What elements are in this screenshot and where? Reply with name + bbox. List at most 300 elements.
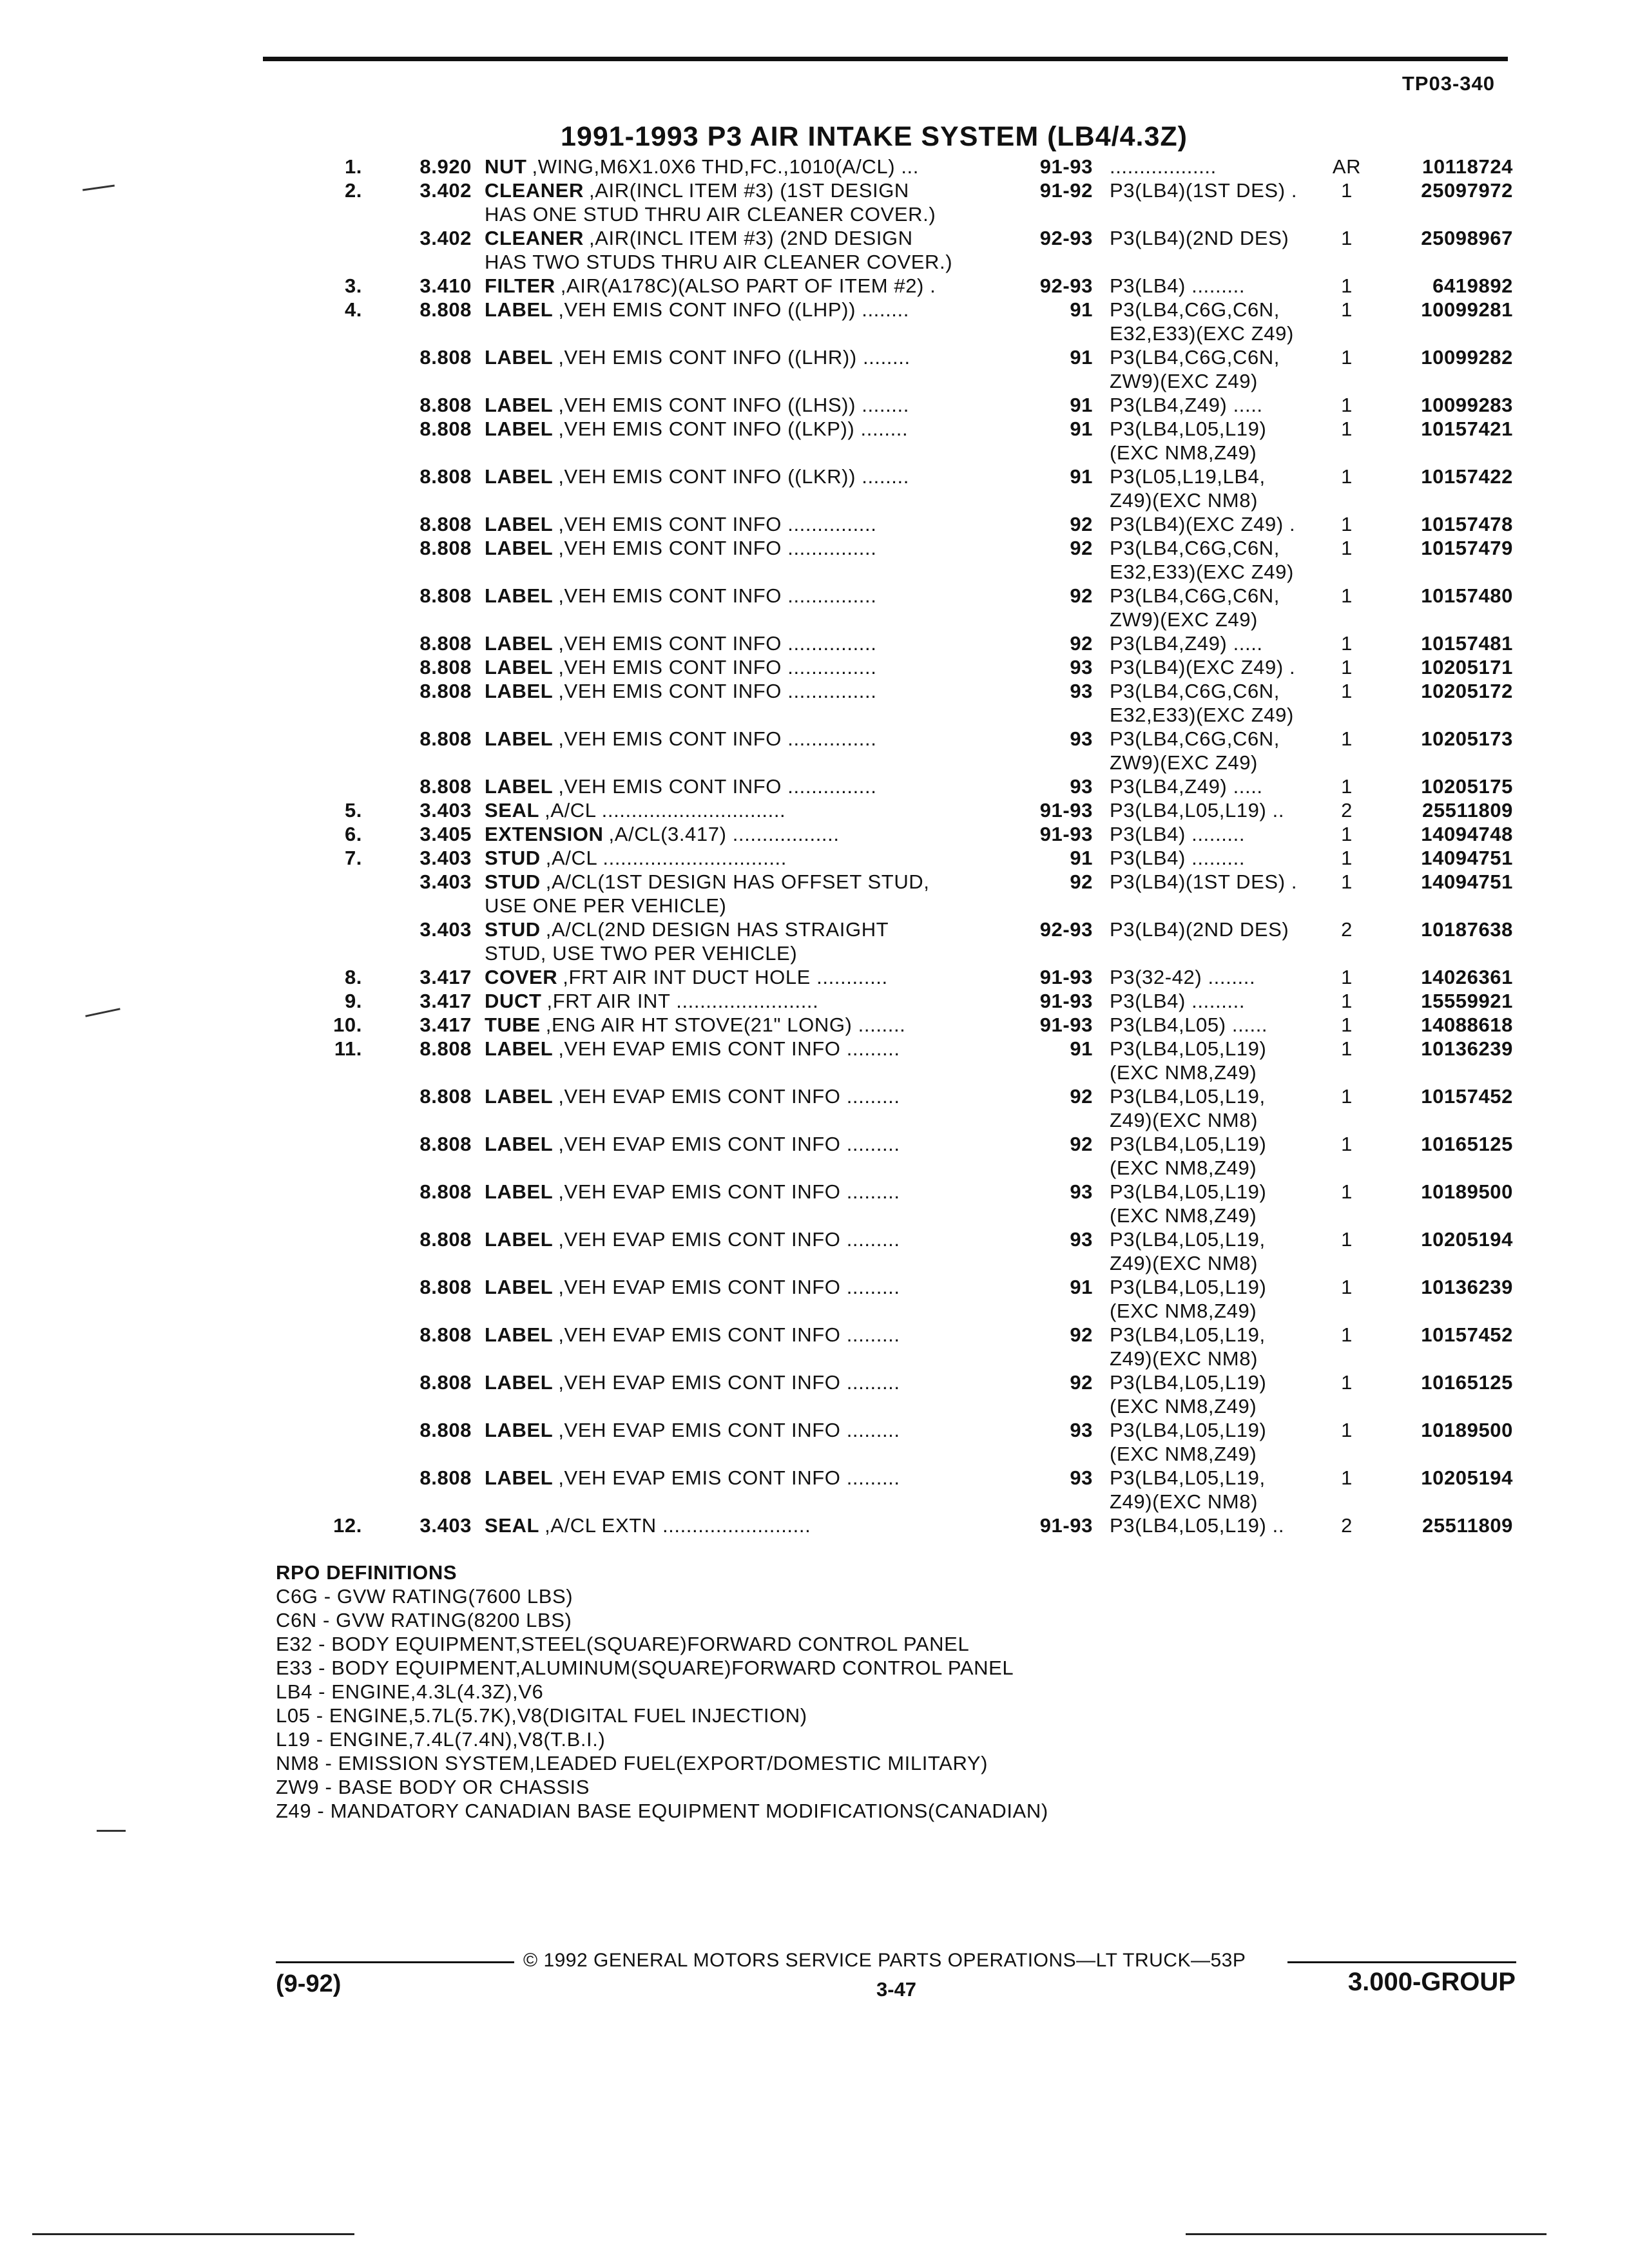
quantity: 1 — [1341, 1037, 1353, 1060]
quantity: 1 — [1341, 227, 1353, 249]
model-application: P3(LB4,Z49) ..... — [1110, 775, 1263, 798]
model-application-continued: (EXC NM8,Z49) — [1110, 441, 1257, 464]
group-number: 8.808 — [419, 1085, 472, 1108]
part-description — [485, 1132, 900, 1156]
description-text: ,VEH EVAP EMIS CONT INFO ......... — [558, 1085, 900, 1108]
part-name: FILTER — [485, 274, 555, 297]
quantity: 1 — [1341, 346, 1353, 369]
group-number: 8.808 — [419, 465, 472, 488]
model-years: 93 — [1070, 1419, 1093, 1441]
part-description — [485, 1013, 905, 1037]
part-number: 10157478 — [1421, 513, 1513, 535]
part-description — [485, 155, 919, 178]
quantity: 1 — [1341, 537, 1353, 559]
part-row — [0, 155, 1629, 178]
part-name: SEAL — [485, 1514, 540, 1537]
group-number: 8.808 — [419, 727, 472, 750]
part-description — [485, 536, 876, 560]
quantity: 1 — [1341, 680, 1353, 702]
part-description — [485, 1227, 900, 1251]
part-row — [0, 274, 1629, 298]
model-years: 91-93 — [1039, 966, 1093, 988]
quantity: 2 — [1341, 799, 1353, 822]
description-continued: HAS TWO STUDS THRU AIR CLEANER COVER.) — [485, 251, 953, 273]
model-years: 93 — [1070, 656, 1093, 678]
model-application: P3(LB4)(1ST DES) . — [1110, 179, 1298, 202]
model-application: P3(LB4,L05,L19) .. — [1110, 799, 1285, 822]
part-number: 10165125 — [1421, 1133, 1513, 1155]
part-name: LABEL — [485, 1371, 554, 1394]
description-text: ,FRT AIR INT ........................ — [546, 990, 819, 1012]
description-text: ,VEH EMIS CONT INFO ............... — [558, 584, 877, 607]
group-number: 8.808 — [419, 775, 472, 798]
part-name: COVER — [485, 966, 558, 988]
part-number: 6419892 — [1432, 274, 1513, 297]
group-number: 8.808 — [419, 298, 472, 321]
model-years: 92-93 — [1039, 918, 1093, 941]
part-number: 10099283 — [1421, 394, 1513, 416]
part-number: 15559921 — [1421, 990, 1513, 1012]
model-years: 93 — [1070, 727, 1093, 750]
part-name: LABEL — [485, 1466, 554, 1489]
description-text: ,A/CL ............................... — [545, 799, 786, 822]
part-number: 10205171 — [1421, 656, 1513, 678]
part-description — [485, 345, 911, 369]
model-application-continued: Z49)(EXC NM8) — [1110, 1252, 1258, 1274]
part-name: LABEL — [485, 394, 554, 416]
group-number: 3.410 — [419, 274, 472, 297]
model-years: 93 — [1070, 775, 1093, 798]
part-description — [485, 798, 786, 822]
part-number: 14026361 — [1421, 966, 1513, 988]
part-name: LABEL — [485, 727, 554, 750]
part-number: 10157479 — [1421, 537, 1513, 559]
part-row — [0, 1132, 1629, 1180]
description-text: ,A/CL ............................... — [545, 847, 787, 869]
part-name: LABEL — [485, 584, 554, 607]
part-row — [0, 965, 1629, 989]
part-number: 10157480 — [1421, 584, 1513, 607]
part-row — [0, 298, 1629, 345]
group-number: 8.808 — [419, 680, 472, 702]
item-number: 8. — [344, 966, 362, 988]
part-name: LABEL — [485, 465, 554, 488]
group-number: 8.808 — [419, 513, 472, 535]
group-number: 3.403 — [419, 918, 472, 941]
description-text: ,A/CL(3.417) .................. — [608, 823, 840, 845]
model-application: P3(LB4)(1ST DES) . — [1110, 870, 1298, 893]
part-number: 10157422 — [1421, 465, 1513, 488]
part-row — [0, 727, 1629, 774]
group-code: 3.000-GROUP — [1347, 1968, 1516, 1996]
group-number: 8.808 — [419, 584, 472, 607]
part-number: 10205194 — [1421, 1228, 1513, 1251]
model-application: P3(LB4,C6G,C6N, — [1110, 727, 1280, 750]
model-application-continued: Z49)(EXC NM8) — [1110, 1109, 1258, 1131]
part-number: 10099282 — [1421, 346, 1513, 369]
group-number: 3.403 — [419, 847, 472, 869]
quantity: 1 — [1341, 418, 1353, 440]
part-row — [0, 1275, 1629, 1323]
description-text: ,AIR(INCL ITEM #3) (2ND DESIGN — [589, 227, 913, 249]
part-name: LABEL — [485, 346, 554, 369]
part-number: 14088618 — [1421, 1014, 1513, 1036]
part-number: 10205194 — [1421, 1466, 1513, 1489]
quantity: 1 — [1341, 1085, 1353, 1108]
part-description — [485, 274, 936, 298]
part-row — [0, 345, 1629, 393]
part-name: LABEL — [485, 1323, 554, 1346]
part-number: 25097972 — [1421, 179, 1513, 202]
model-years: 93 — [1070, 1180, 1093, 1203]
part-description — [485, 226, 913, 250]
part-name: STUD — [485, 847, 541, 869]
part-description — [485, 1514, 811, 1537]
group-number: 8.808 — [419, 1228, 472, 1251]
model-years: 91-93 — [1039, 155, 1093, 178]
description-text: ,VEH EMIS CONT INFO ((LKP)) ........ — [558, 418, 909, 440]
part-number: 25511809 — [1422, 1514, 1513, 1537]
model-application-continued: E32,E33)(EXC Z49) — [1110, 704, 1294, 726]
part-description — [485, 512, 876, 536]
description-text: ,VEH EVAP EMIS CONT INFO ......... — [558, 1466, 900, 1489]
part-row — [0, 178, 1629, 226]
model-years: 92 — [1070, 1133, 1093, 1155]
part-row — [0, 774, 1629, 798]
model-application-continued: Z49)(EXC NM8) — [1110, 1490, 1258, 1513]
part-row — [0, 1180, 1629, 1227]
rpo-item: C6N - GVW RATING(8200 LBS) — [276, 1609, 572, 1631]
model-application: P3(LB4,L05,L19, — [1110, 1085, 1266, 1108]
rpo-item: Z49 - MANDATORY CANADIAN BASE EQUIPMENT MODIFICATIONS(CANADIAN) — [276, 1800, 1048, 1822]
part-number: 10099281 — [1421, 298, 1513, 321]
model-application: P3(32-42) ........ — [1110, 966, 1256, 988]
part-name: LABEL — [485, 1037, 554, 1060]
quantity: 1 — [1341, 274, 1353, 297]
part-description — [485, 774, 876, 798]
model-application: .................. — [1110, 155, 1217, 178]
model-application: P3(LB4,L05,L19) — [1110, 1419, 1267, 1441]
model-application-continued: (EXC NM8,Z49) — [1110, 1157, 1257, 1179]
part-number: 10157481 — [1421, 632, 1513, 655]
quantity: 1 — [1341, 823, 1353, 845]
quantity: 1 — [1341, 1466, 1353, 1489]
part-description — [485, 1084, 900, 1108]
model-years: 92 — [1070, 1371, 1093, 1394]
part-description — [485, 631, 876, 655]
quantity: 1 — [1341, 1419, 1353, 1441]
model-application: P3(LB4,L05,L19) — [1110, 1133, 1267, 1155]
model-years: 92 — [1070, 870, 1093, 893]
description-text: ,FRT AIR INT DUCT HOLE ............ — [563, 966, 888, 988]
rpo-item: LB4 - ENGINE,4.3L(4.3Z),V6 — [276, 1680, 544, 1703]
model-years: 93 — [1070, 1228, 1093, 1251]
part-name: LABEL — [485, 1228, 554, 1251]
description-continued: STUD, USE TWO PER VEHICLE) — [485, 942, 798, 965]
part-name: LABEL — [485, 418, 554, 440]
model-years: 91 — [1070, 1037, 1093, 1060]
item-number: 11. — [334, 1037, 362, 1060]
model-years: 91 — [1070, 394, 1093, 416]
part-row — [0, 870, 1629, 918]
model-application-continued: (EXC NM8,Z49) — [1110, 1061, 1257, 1084]
part-description — [485, 584, 876, 608]
quantity: 1 — [1341, 1371, 1353, 1394]
model-application: P3(LB4) ......... — [1110, 274, 1246, 297]
model-application: P3(LB4,Z49) ..... — [1110, 632, 1263, 655]
group-number: 8.808 — [419, 1037, 472, 1060]
model-years: 91 — [1070, 418, 1093, 440]
part-number: 10189500 — [1421, 1419, 1513, 1441]
part-row — [0, 798, 1629, 822]
description-text: ,VEH EMIS CONT INFO ............... — [558, 727, 877, 750]
part-description — [485, 1275, 900, 1299]
footer-rule-left — [276, 1961, 514, 1963]
part-name: TUBE — [485, 1014, 541, 1036]
page-number: 3-47 — [876, 1978, 917, 2001]
part-number: 10136239 — [1421, 1276, 1513, 1298]
part-name: LABEL — [485, 775, 554, 798]
part-row — [0, 1370, 1629, 1418]
copyright-notice: © 1992 GENERAL MOTORS SERVICE PARTS OPERATIONS—LT TRUCK—53P — [523, 1950, 1246, 1971]
part-name: LABEL — [485, 1133, 554, 1155]
model-application: P3(LB4,L05,L19) .. — [1110, 1514, 1285, 1537]
description-text: ,A/CL EXTN ......................... — [545, 1514, 811, 1537]
group-number: 8.808 — [419, 394, 472, 416]
part-number: 10157421 — [1421, 418, 1513, 440]
quantity: 1 — [1341, 775, 1353, 798]
part-number: 10205175 — [1421, 775, 1513, 798]
model-application: P3(LB4)(2ND DES) — [1110, 227, 1289, 249]
group-number: 8.808 — [419, 632, 472, 655]
part-description — [485, 655, 876, 679]
model-years: 92-93 — [1039, 274, 1093, 297]
part-row — [0, 679, 1629, 727]
part-number: 10165125 — [1421, 1371, 1513, 1394]
description-text: ,VEH EVAP EMIS CONT INFO ......... — [558, 1371, 900, 1394]
model-years: 91-92 — [1039, 179, 1093, 202]
model-years: 91-93 — [1039, 823, 1093, 845]
part-description — [485, 870, 930, 894]
group-number: 3.417 — [419, 1014, 472, 1036]
part-number: 10136239 — [1421, 1037, 1513, 1060]
quantity: 1 — [1341, 179, 1353, 202]
part-name: LABEL — [485, 632, 554, 655]
part-description — [485, 989, 818, 1013]
part-row — [0, 1037, 1629, 1084]
quantity: 1 — [1341, 870, 1353, 893]
quantity: 1 — [1341, 1276, 1353, 1298]
model-years: 91 — [1070, 346, 1093, 369]
description-text: ,VEH EMIS CONT INFO ............... — [558, 513, 877, 535]
model-years: 92 — [1070, 1323, 1093, 1346]
model-years: 92 — [1070, 1085, 1093, 1108]
model-years: 93 — [1070, 680, 1093, 702]
model-application: P3(LB4,L05,L19) — [1110, 1180, 1267, 1203]
part-description — [485, 1418, 900, 1442]
quantity: 1 — [1341, 1133, 1353, 1155]
bottom-rule — [1186, 2233, 1547, 2235]
part-number: 10189500 — [1421, 1180, 1513, 1203]
model-application: P3(LB4,L05) ...... — [1110, 1014, 1268, 1036]
part-description — [485, 822, 840, 846]
description-text: ,A/CL(1ST DESIGN HAS OFFSET STUD, — [545, 870, 930, 893]
part-description — [485, 1466, 900, 1490]
rpo-item: E32 - BODY EQUIPMENT,STEEL(SQUARE)FORWARD CONTROL PANEL — [276, 1633, 970, 1655]
group-number: 3.402 — [419, 179, 472, 202]
model-application: P3(LB4,L05,L19, — [1110, 1466, 1266, 1489]
model-application: P3(LB4,C6G,C6N, — [1110, 680, 1280, 702]
part-row — [0, 846, 1629, 870]
group-number: 8.920 — [419, 155, 472, 178]
quantity: 1 — [1341, 847, 1353, 869]
model-application: P3(LB4)(EXC Z49) . — [1110, 656, 1296, 678]
description-text: ,AIR(INCL ITEM #3) (1ST DESIGN — [589, 179, 909, 202]
model-application: P3(LB4,L05,L19) — [1110, 1037, 1267, 1060]
part-row — [0, 631, 1629, 655]
model-years: 91-93 — [1039, 799, 1093, 822]
model-years: 92 — [1070, 632, 1093, 655]
description-text: ,ENG AIR HT STOVE(21" LONG) ........ — [545, 1014, 906, 1036]
part-name: SEAL — [485, 799, 540, 822]
part-name: CLEANER — [485, 227, 584, 249]
part-row — [0, 465, 1629, 512]
model-years: 91 — [1070, 847, 1093, 869]
rpo-item: E33 - BODY EQUIPMENT,ALUMINUM(SQUARE)FORWARD CONTROL PANEL — [276, 1657, 1014, 1679]
group-number: 3.417 — [419, 966, 472, 988]
item-number: 1. — [344, 155, 362, 178]
part-row — [0, 1227, 1629, 1275]
part-name: DUCT — [485, 990, 542, 1012]
item-number: 12. — [333, 1514, 362, 1537]
part-name: LABEL — [485, 1276, 554, 1298]
part-row — [0, 226, 1629, 274]
model-application: P3(LB4)(2ND DES) — [1110, 918, 1289, 941]
part-name: LABEL — [485, 1085, 554, 1108]
part-row — [0, 584, 1629, 631]
part-name: CLEANER — [485, 179, 584, 202]
rpo-definitions — [276, 1561, 1048, 1823]
part-number: 14094751 — [1421, 870, 1513, 893]
group-number: 3.405 — [419, 823, 472, 845]
group-number: 3.403 — [419, 870, 472, 893]
item-number: 6. — [344, 823, 362, 845]
rpo-item: C6G - GVW RATING(7600 LBS) — [276, 1585, 574, 1608]
part-row — [0, 1466, 1629, 1514]
group-number: 3.403 — [419, 799, 472, 822]
group-number: 8.808 — [419, 346, 472, 369]
page-code: TP03-340 — [1402, 72, 1495, 95]
part-number: 10157452 — [1421, 1085, 1513, 1108]
part-description — [485, 1037, 900, 1061]
part-name: LABEL — [485, 298, 554, 321]
group-number: 8.808 — [419, 1466, 472, 1489]
group-number: 8.808 — [419, 1323, 472, 1346]
rpo-heading: RPO DEFINITIONS — [276, 1561, 458, 1584]
part-row — [0, 822, 1629, 846]
description-text: ,VEH EMIS CONT INFO ((LHR)) ........ — [558, 346, 911, 369]
group-number: 8.808 — [419, 537, 472, 559]
part-name: LABEL — [485, 1419, 554, 1441]
part-row — [0, 655, 1629, 679]
description-text: ,VEH EVAP EMIS CONT INFO ......... — [558, 1037, 900, 1060]
item-number: 10. — [333, 1014, 362, 1036]
model-years: 91-93 — [1039, 990, 1093, 1012]
part-row — [0, 1013, 1629, 1037]
model-application: P3(LB4,C6G,C6N, — [1110, 537, 1280, 559]
group-number: 3.403 — [419, 1514, 472, 1537]
description-text: ,AIR(A178C)(ALSO PART OF ITEM #2) . — [560, 274, 936, 297]
model-application-continued: (EXC NM8,Z49) — [1110, 1395, 1257, 1418]
quantity: 1 — [1341, 727, 1353, 750]
part-row — [0, 989, 1629, 1013]
model-years: 92 — [1070, 537, 1093, 559]
model-application-continued: E32,E33)(EXC Z49) — [1110, 561, 1294, 583]
top-rule — [263, 57, 1508, 61]
quantity: 1 — [1341, 298, 1353, 321]
part-row — [0, 512, 1629, 536]
quantity: 1 — [1341, 1228, 1353, 1251]
date-code: (9-92) — [276, 1970, 342, 1997]
model-years: 92 — [1070, 513, 1093, 535]
part-description — [485, 965, 888, 989]
group-number: 8.808 — [419, 1419, 472, 1441]
part-name: STUD — [485, 918, 541, 941]
quantity: AR — [1332, 155, 1362, 178]
part-description — [485, 298, 909, 322]
description-text: ,VEH EVAP EMIS CONT INFO ......... — [558, 1419, 900, 1441]
description-text: ,WING,M6X1.0X6 THD,FC.,1010(A/CL) ... — [532, 155, 919, 178]
description-text: ,VEH EMIS CONT INFO ............... — [558, 537, 877, 559]
model-application-continued: Z49)(EXC NM8) — [1110, 489, 1258, 512]
part-description — [485, 417, 908, 441]
model-application: P3(LB4,L05,L19, — [1110, 1228, 1266, 1251]
model-application-continued: (EXC NM8,Z49) — [1110, 1204, 1257, 1227]
model-application: P3(LB4)(EXC Z49) . — [1110, 513, 1296, 535]
description-continued: HAS ONE STUD THRU AIR CLEANER COVER.) — [485, 203, 936, 226]
part-number: 25511809 — [1422, 799, 1513, 822]
model-application: P3(LB4,L05,L19) — [1110, 1276, 1267, 1298]
part-number: 10205172 — [1421, 680, 1513, 702]
part-number: 10157452 — [1421, 1323, 1513, 1346]
model-application: P3(L05,L19,LB4, — [1110, 465, 1266, 488]
part-description — [485, 465, 909, 488]
group-number: 8.808 — [419, 656, 472, 678]
description-text: ,VEH EMIS CONT INFO ............... — [558, 632, 877, 655]
model-application-continued: ZW9)(EXC Z49) — [1110, 370, 1258, 392]
part-row — [0, 918, 1629, 965]
item-number: 7. — [344, 847, 362, 869]
model-years: 91-93 — [1039, 1014, 1093, 1036]
item-number: 3. — [344, 274, 362, 297]
description-text: ,VEH EMIS CONT INFO ............... — [558, 680, 877, 702]
part-row — [0, 417, 1629, 465]
model-years: 91 — [1070, 298, 1093, 321]
group-number: 8.808 — [419, 1276, 472, 1298]
part-row — [0, 393, 1629, 417]
part-name: LABEL — [485, 680, 554, 702]
rpo-item: NM8 - EMISSION SYSTEM,LEADED FUEL(EXPORT/DOMESTIC MILITARY) — [276, 1752, 988, 1774]
part-number: 14094751 — [1421, 847, 1513, 869]
model-application-continued: E32,E33)(EXC Z49) — [1110, 322, 1294, 345]
part-description — [485, 1323, 900, 1347]
description-text: ,VEH EMIS CONT INFO ((LKR)) ........ — [558, 465, 909, 488]
description-text: ,A/CL(2ND DESIGN HAS STRAIGHT — [545, 918, 889, 941]
model-years: 91 — [1070, 465, 1093, 488]
description-text: ,VEH EVAP EMIS CONT INFO ......... — [558, 1276, 900, 1298]
part-description — [485, 846, 787, 870]
part-number: 10187638 — [1421, 918, 1513, 941]
